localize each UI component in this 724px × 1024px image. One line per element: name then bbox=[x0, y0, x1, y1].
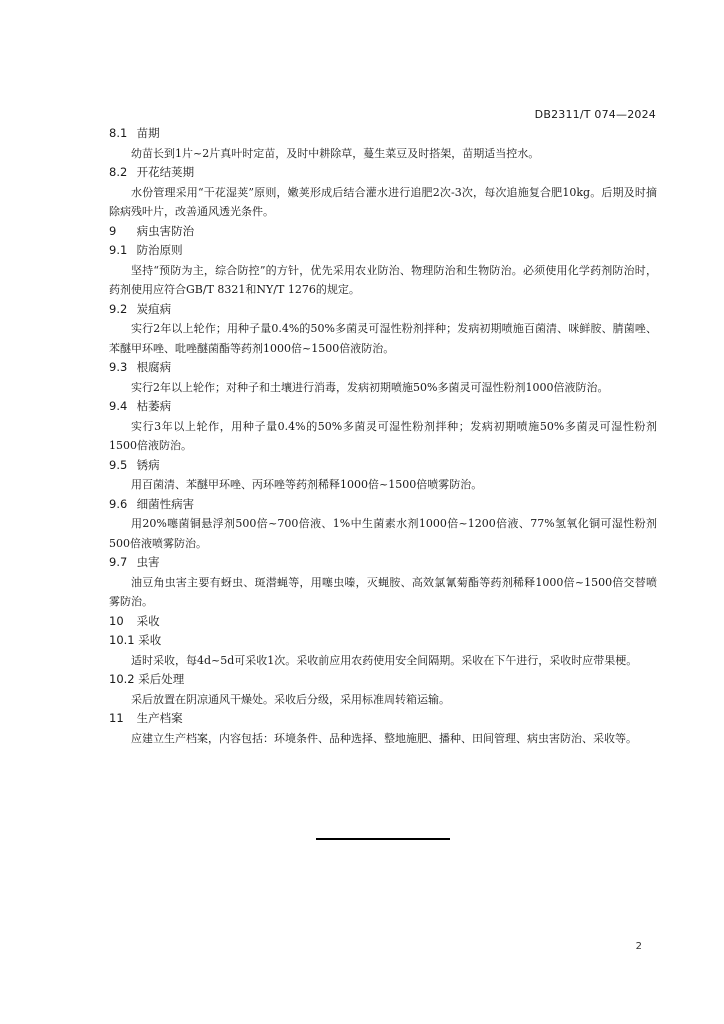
section-number: 9.5 bbox=[109, 457, 128, 472]
section-heading bbox=[109, 222, 657, 242]
section-heading bbox=[109, 456, 657, 476]
section-title: 采后处理 bbox=[138, 672, 185, 686]
section-title: 采收 bbox=[138, 633, 162, 647]
section-number: 8.2 bbox=[109, 165, 128, 179]
section-number: 10.1 bbox=[109, 633, 135, 647]
paragraph: 实行3年以上轮作，用种子量0.4%的50%多菌灵可湿性粉剂拌种；发病初期喷施50%多菌灵可湿性粉剂1500倍液防治。 bbox=[109, 419, 657, 452]
paragraph: 用20%噻菌铜悬浮剂500倍~700倍液、1%中生菌素水剂1000倍~1200倍液、77%氢氧化铜可湿性粉剂500倍液喷雾防治。 bbox=[109, 517, 657, 550]
section-number: 9.2 bbox=[109, 301, 128, 316]
section-number: 10.2 bbox=[109, 672, 135, 686]
section-heading bbox=[109, 553, 657, 573]
section-number: 9 bbox=[109, 223, 117, 238]
paragraph: 应建立生产档案，内容包括：环境条件、品种选择、整地施肥、播种、田间管理、病虫害防治、采收等。 bbox=[131, 731, 637, 745]
section-title: 苗期 bbox=[136, 126, 160, 140]
section-heading bbox=[109, 709, 657, 729]
section-heading bbox=[109, 300, 657, 320]
paragraph: 用百菌清、苯醚甲环唑、丙环唑等药剂稀释1000倍~1500倍喷雾防治。 bbox=[131, 478, 483, 491]
paragraph: 水份管理采用“干花湿荚”原则，嫩荚形成后结合灌水进行追肥2次-3次，每次追施复合肥10kg。后期及时摘除病残叶片，改善通风透光条件。 bbox=[109, 185, 657, 218]
section-heading bbox=[109, 241, 657, 261]
section-title: 虫害 bbox=[136, 555, 160, 569]
page-number: 2 bbox=[635, 941, 642, 952]
document-id: DB2311/T 074—2024 bbox=[534, 108, 656, 121]
section-heading bbox=[109, 358, 657, 378]
section-title: 细菌性病害 bbox=[136, 496, 195, 511]
paragraph: 采后放置在阴凉通风干燥处。采收后分级，采用标准周转箱运输。 bbox=[131, 692, 450, 706]
section-heading bbox=[109, 397, 657, 417]
section-heading bbox=[109, 631, 657, 651]
section-number: 9.1 bbox=[109, 243, 128, 257]
document-body bbox=[109, 124, 657, 748]
section-title: 开花结荚期 bbox=[136, 165, 195, 179]
section-number: 9.3 bbox=[109, 360, 128, 374]
section-heading bbox=[109, 495, 657, 515]
section-title: 病虫害防治 bbox=[136, 223, 195, 238]
paragraph: 幼苗长到1片~2片真叶时定苗，及时中耕除草，蔓生菜豆及时搭架，苗期适当控水。 bbox=[131, 146, 540, 160]
section-heading bbox=[109, 124, 657, 144]
section-title: 生产档案 bbox=[136, 711, 183, 725]
section-title: 采收 bbox=[136, 613, 160, 628]
section-number: 9.6 bbox=[109, 496, 128, 511]
section-number: 9.4 bbox=[109, 399, 128, 413]
end-rule bbox=[316, 838, 450, 840]
section-number: 9.7 bbox=[109, 555, 128, 569]
section-heading bbox=[109, 612, 657, 632]
section-title: 炭疽病 bbox=[136, 301, 172, 316]
section-number: 10 bbox=[109, 613, 124, 628]
section-title: 根腐病 bbox=[136, 360, 172, 374]
section-title: 枯萎病 bbox=[136, 399, 172, 413]
section-heading bbox=[109, 163, 657, 183]
section-title: 防治原则 bbox=[136, 243, 183, 257]
section-title: 锈病 bbox=[136, 457, 160, 472]
section-number: 8.1 bbox=[109, 126, 128, 140]
section-heading bbox=[109, 670, 657, 690]
section-number: 11 bbox=[109, 711, 124, 725]
paragraph: 油豆角虫害主要有蚜虫、斑潜蝇等，用噻虫嗪，灭蝇胺、高效氯氰菊酯等药剂稀释1000倍~1500倍交替喷雾防治。 bbox=[109, 575, 657, 608]
paragraph: 实行2年以上轮作；用种子量0.4%的50%多菌灵可湿性粉剂拌种；发病初期喷施百菌清、咪鲜胺、腈菌唑、苯醚甲环唑、吡唑醚菌酯等药剂1000倍~1500倍液防治。 bbox=[109, 322, 657, 355]
paragraph: 实行2年以上轮作；对种子和土壤进行消毒，发病初期喷施50%多菌灵可湿性粉剂1000倍液防治。 bbox=[131, 380, 609, 394]
paragraph: 坚持“预防为主，综合防控”的方针，优先采用农业防治、物理防治和生物防治。必须使用化学药剂防治时，药剂使用应符合GB/T 8321和NY/T 1276的规定。 bbox=[109, 263, 657, 296]
paragraph: 适时采收，每4d~5d可采收1次。采收前应用农药使用安全间隔期。采收在下午进行，采收时应带果梗。 bbox=[131, 653, 638, 667]
